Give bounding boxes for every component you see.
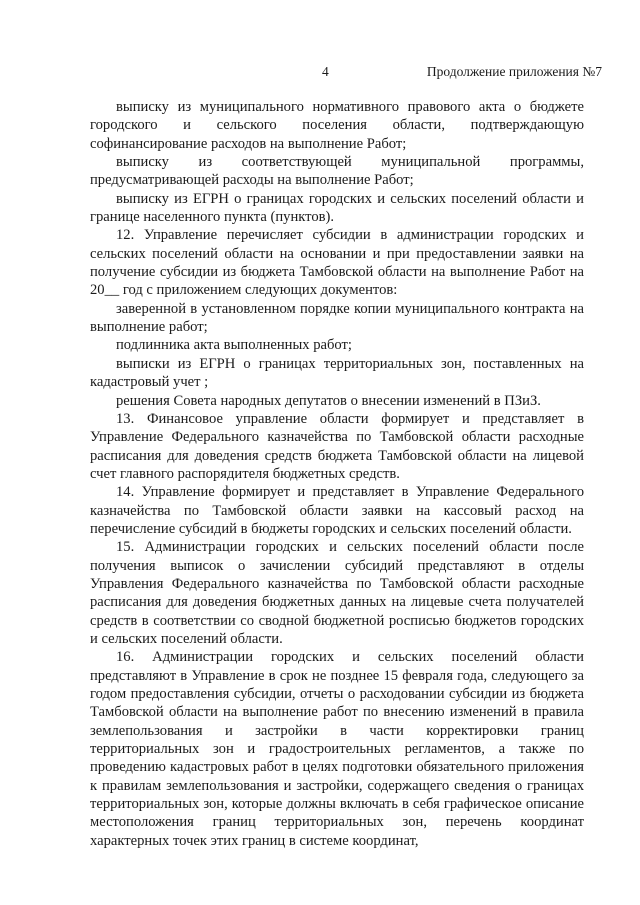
paragraph: заверенной в установленном порядке копии муниципального контракта на выполнение работ; xyxy=(90,300,584,336)
page-number: 4 xyxy=(322,64,329,79)
paragraph: выписки из ЕГРН о границах территориальных зон, поставленных на кадастровый учет ; xyxy=(90,355,584,391)
paragraph: 12. Управление перечисляет субсидии в администрации городских и сельских поселений области на основании и при предоставлении заявки на получение субсидии из бюджета Тамбовской области на выполнение Работ на 20__ год с приложением следующих документов: xyxy=(90,227,584,299)
paragraph: выписку из ЕГРН о границах городских и сельских поселений области и границе населенного пункта (пунктов). xyxy=(90,190,584,226)
document-body xyxy=(90,98,584,850)
paragraph: выписку из муниципального нормативного правового акта о бюджете городского и сельского поселения области, подтверждающую софинансирование расходов на выполнение Работ; xyxy=(90,99,584,152)
paragraph: подлинника акта выполненных работ; xyxy=(116,337,352,354)
paragraph: выписку из соответствующей муниципальной программы, предусматривающей расходы на выполнение Работ; xyxy=(90,154,584,189)
continuation-label: Продолжение приложения №7 xyxy=(426,64,602,79)
paragraph: 13. Финансовое управление области формирует и представляет в Управление Федерального казначейства по Тамбовской области расходные расписания для доведения средств бюджета Тамбовской области на лицевой счет главного распорядителя бюджетных средств. xyxy=(90,410,584,482)
paragraph: 15. Администрации городских и сельских поселений области после получения выписок о зачислении субсидий представляют в отделы Управления Федерального казначейства по Тамбовской области расходные расписания для доведения бюджетных данных на лицевые счета получателей средств в соответствии со сводной бюджетной росписью бюджетов городских и сельских поселений области. xyxy=(90,539,584,647)
paragraph: решения Совета народных депутатов о внесении изменений в ПЗиЗ. xyxy=(116,392,541,409)
paragraph: 16. Администрации городских и сельских поселений области представляют в Управление в срок не позднее 15 февраля года, следующего за годом предоставления субсидии, отчеты о расходовании субсидии из бюджета Тамбовской области на выполнение работ по внесению изменений в правила землепользования и застройки в части корректировки границ территориальных зон и градостроительных регламентов, а также по проведению кадастровых работ в целях подготовки обязательного приложения к правилам землепользования и застройки, содержащего сведения о границах территориальных зон, которые должны включать в себя графическое описание местоположения границ территориальных зон, перечень координат характерных точек этих границ в системе координат, xyxy=(90,649,584,849)
paragraph: 14. Управление формирует и представляет в Управление Федерального казначейства по Тамбовской области заявки на кассовый расход на перечисление субсидий в бюджеты городских и сельских поселений области. xyxy=(90,484,584,537)
